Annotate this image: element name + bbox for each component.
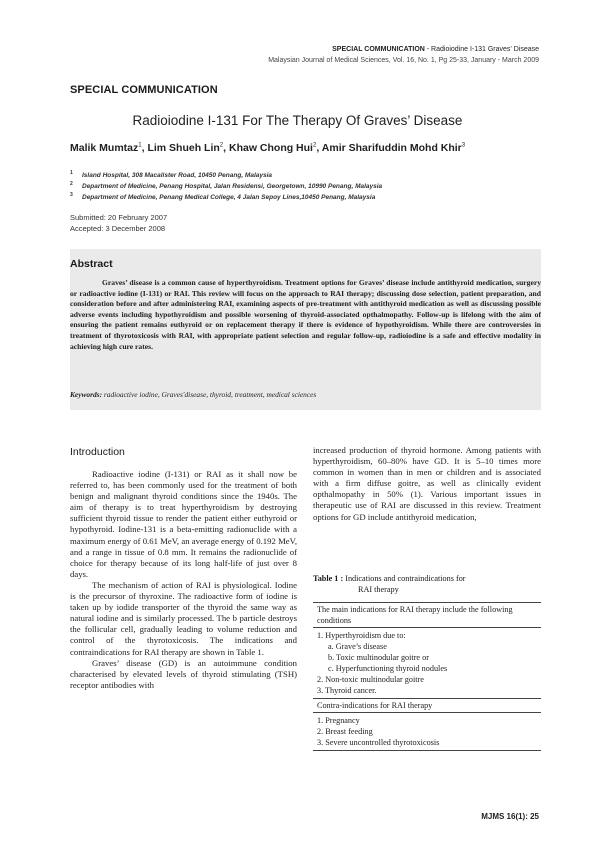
author-affiliation-mark: 2: [219, 142, 224, 149]
affiliation-text: Department of Medicine, Penang Hospital, Jalan Residensi, Georgetown, 10990 Penang, Malaysia: [82, 183, 383, 190]
body-paragraph: Radioactive iodine (I-131) or RAI as it shall now be referred to, has been commonly used for the treatment of both benign and malignant thyroid conditions since the 1940s. The aim of therapy is to treat hyperthyroidism by destroying sufficient thyroid tissue to render the patient either euthyroid or hypothyroid. Iodine-131 is a beta-emitting radionuclide with a maximum energy of 0.61 MeV, an average energy of 0.192 MeV, and a range in tissue of 0.8 mm. It remains the radionuclide of choice for therapy because of its long half-life of just over 8 days.: [70, 469, 297, 579]
accepted-date: Accepted: 3 December 2008: [70, 224, 166, 233]
author-name: Lim Shueh Lin: [147, 142, 220, 154]
affiliation: [70, 170, 382, 181]
abstract-text: Graves’ disease is a common cause of hyperthyroidism. Treatment options for Graves’ disease include antithyroid medication, surgery or radioactive iodine (I-131) or RAI. This review will focus on the approach to RAI therapy; discussing dose selection, patient preparation, and consideration before and after administering RAI, examining aspects of pre-treatment with antithyroid medication as well as discussing possible adverse events including hypothyroidism and possible worsening of thyroid-associated opthalmopathy. Follow-up is lifelong with the aim of ensuring the patient remains euthyroid or on replacement therapy if there is evidence of hypothyroidism. While there are controversies in treatment of thyrotoxicosis with RAI, with appropriate patient selection and regular follow-up, radioiodine is a safe and effective modality in achieving high cure rates.: [70, 278, 541, 351]
affiliation-text: Island Hospital, 308 Macalister Road, 10450 Penang, Malaysia: [82, 172, 273, 179]
author-name: Amir Sharifuddin Mohd Khir: [321, 142, 462, 154]
author-separator: ,: [223, 142, 229, 154]
author-name: Khaw Chong Hui: [228, 142, 313, 154]
table-rule: [313, 750, 541, 751]
body-paragraph: increased production of thyroid hormone. Among patients with hyperthyroidism, 60–80% have GD. It is 5–10 times more common in women than in men or children and is associated with a firm diffuse goitre, as well as clinically evident opthalmopathy in 50% (1). Various important issues in therapeutic use of RAI are discussed in this review. Treatment options for GD include antithyroid medication,: [313, 445, 541, 522]
body-paragraph: The mechanism of action of RAI is physiological. Iodine is the precursor of thyroxine. The radioactive form of iodine is taken up by iodide transporter of the thyroid the same way as natural iodine and is similarly processed. The b particle destroys the follicular cell, gradually leading to volume reduction and control of the thyrotoxicosis. The indications and contraindications for RAI therapy are shown in Table 1.: [70, 579, 297, 657]
body-paragraph: Graves’ disease (GD) is an autoimmune condition characterised by elevated levels of thyroid stimulating (TSH) receptor antibodies with: [70, 657, 297, 690]
table-item: 2. Non-toxic multinodular goitre: [317, 675, 424, 684]
abstract-heading: Abstract: [70, 258, 113, 270]
submitted-date: Submitted: 20 February 2007: [70, 213, 168, 222]
running-head-title: - Radioiodine I-131 Graves' Disease: [424, 46, 539, 53]
section-label: SPECIAL COMMUNICATION: [70, 84, 218, 96]
affiliation-number: 1: [70, 170, 73, 176]
body-column-left: [70, 469, 297, 691]
affiliation-text: Department of Medicine, Penang Medical College, 4 Jalan Sepoy Lines,10450 Penang, Malaysia: [82, 194, 376, 201]
indications-table: [313, 602, 541, 751]
paper-title: Radioiodine I-131 For The Therapy Of Graves’ Disease: [132, 113, 463, 128]
body-column-right: [313, 445, 541, 523]
keywords: [70, 390, 316, 399]
author-affiliation-mark: 1: [138, 142, 142, 149]
table-subitem: a. Grave’s disease: [328, 642, 387, 651]
author-separator: ,: [141, 142, 148, 154]
author-affiliation-mark: 2: [312, 142, 317, 149]
keywords-label: Keywords:: [70, 390, 103, 399]
table-item: 1. Pregnancy: [317, 716, 360, 725]
table-item: 3. Thyroid cancer.: [317, 686, 377, 695]
table-caption-text: Indications and contraindications for: [343, 574, 466, 583]
affiliation: [70, 181, 382, 192]
table-section-body: [313, 628, 541, 698]
affiliation: [70, 192, 382, 203]
page-footer: MJMS 16(1): 25: [481, 812, 539, 821]
affiliation-number: 3: [70, 192, 73, 198]
table-item: 3. Severe uncontrolled thyrotoxicosis: [317, 738, 440, 747]
introduction-heading: Introduction: [70, 446, 125, 458]
table-label: Table 1 :: [313, 574, 344, 583]
keywords-list: radioactive iodine, Graves'disease, thyroid, treatment, medical sciences: [102, 390, 317, 399]
table-subitem: c. Hyperfunctioning thyroid nodules: [328, 664, 448, 673]
author-separator: ,: [316, 142, 322, 154]
table-caption: [313, 573, 541, 595]
table-item: 2. Breast feeding: [317, 727, 373, 736]
running-head: [268, 44, 539, 66]
running-head-journal: Malaysian Journal of Medical Sciences, Vol. 16, No. 1, Pg 25-33, January - March 2009: [268, 57, 539, 64]
submission-dates: [70, 212, 167, 234]
table-section-heading: The main indications for RAI therapy include the following conditions: [317, 605, 513, 625]
affiliation-number: 2: [70, 181, 73, 187]
table-section-body: [313, 713, 541, 750]
table-section-heading: Contra-indications for RAI therapy: [317, 701, 433, 710]
author-affiliation-mark: 3: [461, 142, 466, 149]
table-caption-text: RAI therapy: [358, 585, 399, 594]
table-subitem: b. Toxic multinodular goitre or: [328, 653, 429, 662]
running-head-section: SPECIAL COMMUNICATION: [332, 46, 425, 53]
author-list: [70, 142, 465, 154]
table-item: 1. Hyperthyroidism due to:: [317, 631, 406, 640]
author-name: Malik Mumtaz: [70, 142, 139, 154]
affiliations: [70, 170, 382, 203]
